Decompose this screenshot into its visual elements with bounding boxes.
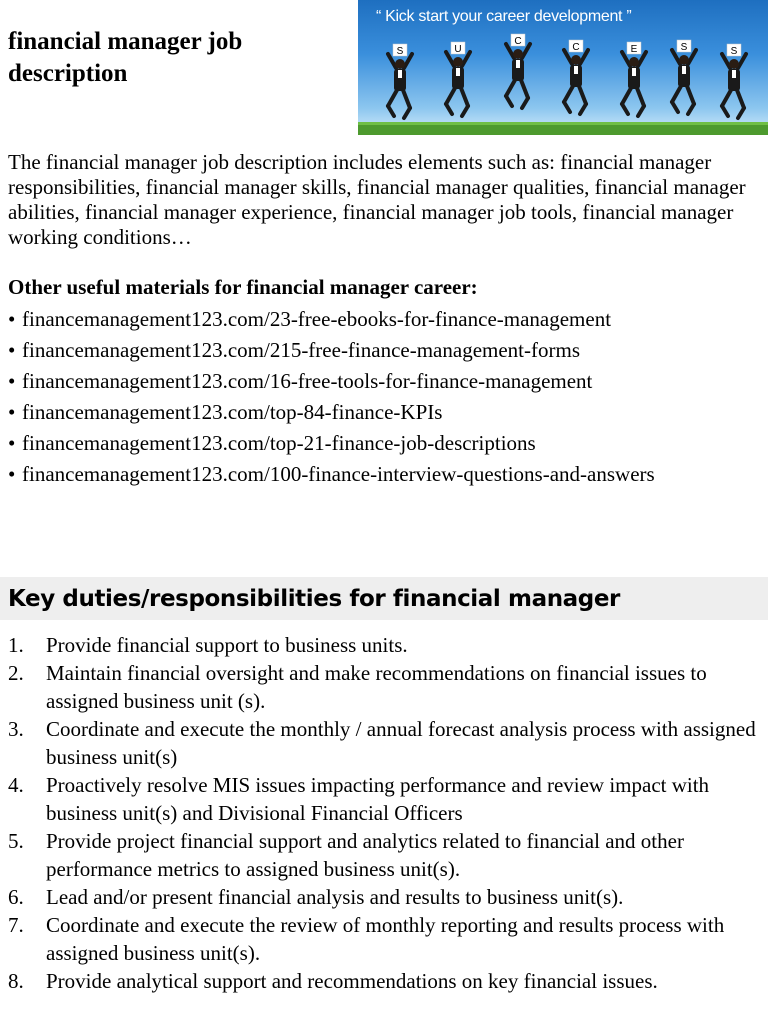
letter-card-text: U xyxy=(454,44,462,55)
list-item[interactable] xyxy=(8,366,655,397)
item-number: 6. xyxy=(8,885,24,909)
list-item xyxy=(8,659,764,715)
item-text: Maintain financial oversight and make recommendations on financial issues to assigned business unit (s). xyxy=(46,661,707,713)
list-item[interactable] xyxy=(8,304,655,335)
link-text[interactable]: financemanagement123.com/23-free-ebooks-for-finance-management xyxy=(22,307,612,331)
jumping-person-figure xyxy=(672,40,696,114)
item-text: Lead and/or present financial analysis and results to business unit(s). xyxy=(46,885,624,909)
career-banner-image xyxy=(358,0,768,135)
link-text[interactable]: financemanagement123.com/215-free-finance-management-forms xyxy=(22,338,580,362)
list-item[interactable] xyxy=(8,459,655,490)
bullet: • xyxy=(8,369,16,393)
item-number: 5. xyxy=(8,829,24,853)
item-text: Coordinate and execute the monthly / annual forecast analysis process with assigned business unit(s) xyxy=(46,717,756,769)
letter-card-text: S xyxy=(730,46,738,57)
link-text[interactable]: financemanagement123.com/100-finance-interview-questions-and-answers xyxy=(22,462,655,486)
jumping-person-figure xyxy=(446,42,470,116)
list-item xyxy=(8,715,764,771)
letter-card-text: C xyxy=(514,36,522,47)
page-title: financial manager job description xyxy=(8,28,243,87)
item-number: 7. xyxy=(8,913,24,937)
materials-heading: Other useful materials for financial manager career: xyxy=(8,275,478,299)
jumping-person-figure xyxy=(564,40,588,114)
item-number: 1. xyxy=(8,633,24,657)
link-text[interactable]: financemanagement123.com/16-free-tools-for-finance-management xyxy=(22,369,593,393)
item-text: Provide financial support to business units. xyxy=(46,633,408,657)
bullet: • xyxy=(8,338,16,362)
item-text: Proactively resolve MIS issues impacting performance and review impact with business unit(s) and Divisional Financial Officers xyxy=(46,773,710,825)
bullet: • xyxy=(8,307,16,331)
item-number: 3. xyxy=(8,717,24,741)
jumping-person-figure xyxy=(388,44,412,118)
list-item[interactable] xyxy=(8,335,655,366)
jumping-person-figure xyxy=(722,44,746,118)
link-text[interactable]: financemanagement123.com/top-21-finance-job-descriptions xyxy=(22,431,536,455)
bullet: • xyxy=(8,400,16,424)
list-item xyxy=(8,631,764,659)
link-text[interactable]: financemanagement123.com/top-84-finance-KPIs xyxy=(22,400,443,424)
duties-heading: Key duties/responsibilities for financial manager xyxy=(8,586,620,612)
list-item xyxy=(8,967,764,995)
list-item xyxy=(8,827,764,883)
materials-link-list xyxy=(8,304,655,490)
list-item xyxy=(8,911,764,967)
item-number: 8. xyxy=(8,969,24,993)
item-text: Provide analytical support and recommendations on key financial issues. xyxy=(46,969,658,993)
item-number: 2. xyxy=(8,661,24,685)
bullet: • xyxy=(8,431,16,455)
jumping-person-figure xyxy=(622,42,646,116)
item-text: Provide project financial support and analytics related to financial and other performance metrics to assigned business unit(s). xyxy=(46,829,684,881)
jumping-person-figure xyxy=(506,34,530,108)
list-item[interactable] xyxy=(8,428,655,459)
item-text: Coordinate and execute the review of monthly reporting and results process with assigned business unit(s). xyxy=(46,913,725,965)
letter-card-text: C xyxy=(572,42,580,53)
duties-list xyxy=(8,631,764,995)
list-item xyxy=(8,771,764,827)
list-item[interactable] xyxy=(8,397,655,428)
letter-card-text: S xyxy=(680,42,688,53)
bullet: • xyxy=(8,462,16,486)
item-number: 4. xyxy=(8,773,24,797)
banner-quote: “ Kick start your career development ” xyxy=(376,8,632,25)
letter-card-text: S xyxy=(396,46,404,57)
list-item xyxy=(8,883,764,911)
letter-card-text: E xyxy=(630,44,638,55)
intro-paragraph: The financial manager job description includes elements such as: financial manager responsibilities, financial manager skills, financial manager qualities, financial manager abilities, financial manager experience, financial manager job tools, financial manager working conditions… xyxy=(8,150,746,249)
